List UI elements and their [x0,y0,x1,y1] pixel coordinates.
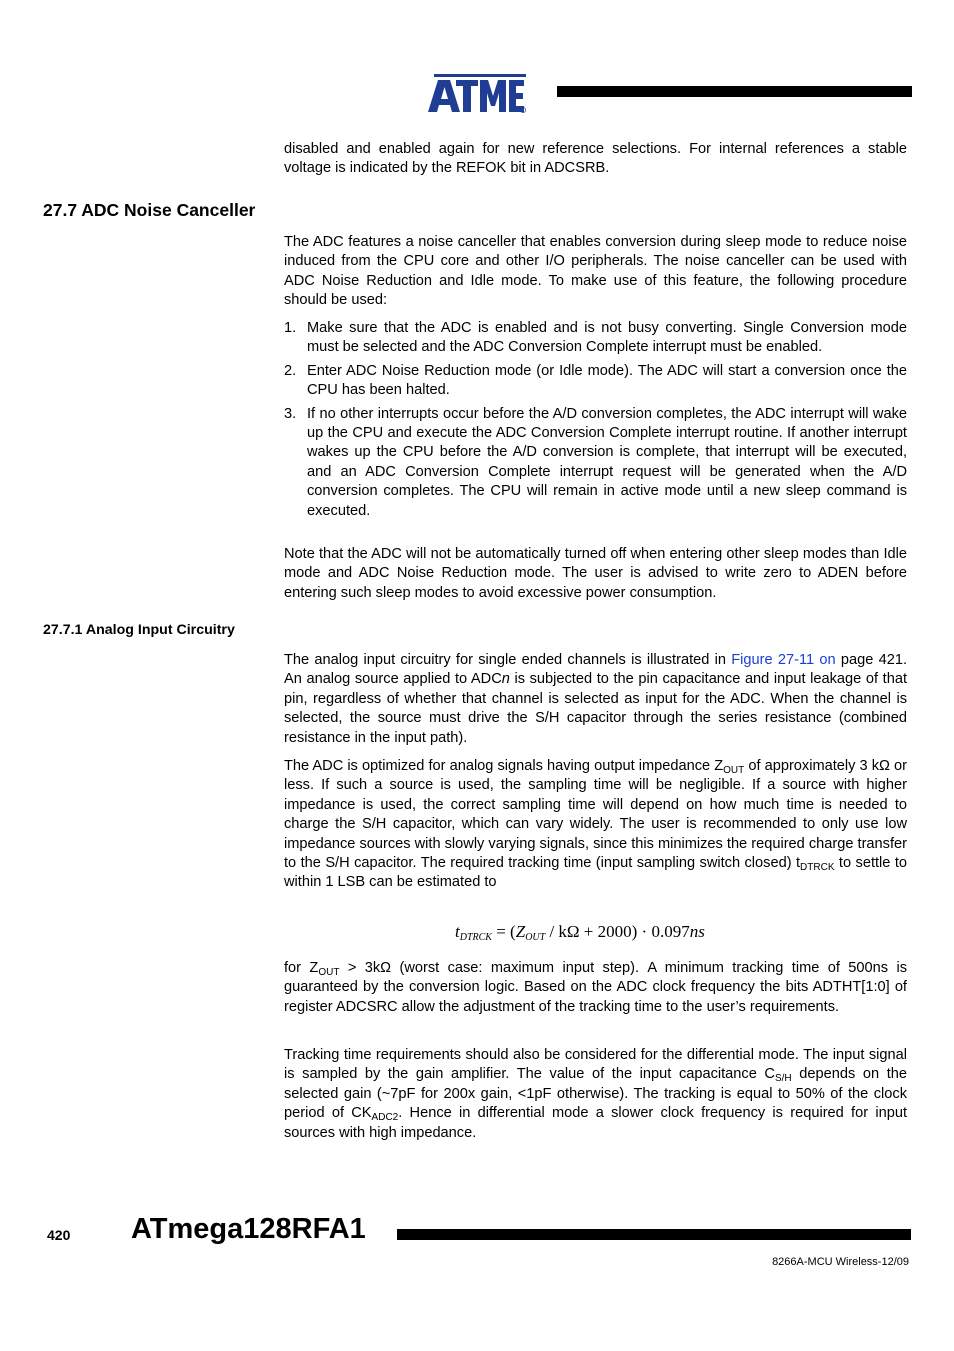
subsection-heading: 27.7.1 Analog Input Circuitry [43,622,235,638]
section-heading: 27.7 ADC Noise Canceller [43,200,256,220]
section-paragraph: The ADC features a noise canceller that enables conversion during sleep mode to reduce noise induced from the CPU core and other I/O peripherals. The noise canceller can be used with ADC Noise Reduction and Idle mode. To make use of this feature, the following procedure should be used: [284,234,907,309]
note-paragraph: Note that the ADC will not be automatically turned off when entering other sleep modes than Idle mode and ADC Noise Reduction mode. The user is advised to write zero to ADEN before entering such sleep modes to avoid excessive power consumption. [284,546,907,601]
intro-paragraph: disabled and enabled again for new reference selections. For internal references a stable voltage is indicated by the REFOK bit in ADCSRB. [284,141,907,177]
atmel-logo [426,66,530,114]
procedure-list [284,319,907,525]
tracking-time-formula: $t_{DTRCK} = (Z_{OUT} / k\Omega + 2000) \cdot 0.097ns$ [455,922,705,943]
list-item: 2. Enter ADC Noise Reduction mode (or Idle mode). The ADC will start a conversion once the CPU has been halted. [284,362,907,399]
analog-paragraph-3: for $Z_{OUT} > 3k\Omega$ (worst case: maximum input step). A minimum tracking time of 500ns is guaranteed by the conversion logic. Based on the ADC clock frequency the bits ADTHT[1:0] of register ADCSRC allow the adjustment of the tracking time to the user’s requirements. [284,960,907,1015]
analog-paragraph-4: Tracking time requirements should also be considered for the differential mode. The input signal is sampled by the gain amplifier. The value of the input capacitance $C_{S/H}$ depends on the selected gain (~7pF for 200x gain, <1pF otherwise). The tracking is equal to 50% of the clock period of $CK_{ADC2}$. Hence in differential mode a slower clock frequency is required for input sources with high impedance. [284,1047,907,1141]
header-rule [557,86,912,97]
list-item: 1. Make sure that the ADC is enabled and is not busy converting. Single Conversion mode must be selected and the ADC Conversion Complete interrupt must be enabled. [284,320,907,356]
product-title: ATmega128RFA1 [131,1213,366,1245]
document-id: 8266A-MCU Wireless-12/09 [772,1256,909,1268]
analog-paragraph-2: The ADC is optimized for analog signals having output impedance $Z_{OUT}$ of approximately 3 kΩ or less. If such a source is used, the sampling time will be negligible. If a source with higher impedance is used, the correct sampling time will depend on how much time is needed to charge the S/H capacitor, which can vary widely. The user is recommended to only use low impedance sources with slowly varying signals, since this minimizes the required charge transfer to the S/H capacitor. The required tracking time (input sampling switch closed) $t_{DTRCK}$ to settle to within 1 LSB can be estimated to [284,758,908,891]
analog-paragraph-1: The analog input circuitry for single ended channels is illustrated in Figure 27-11 on page 421. An analog source applied to ADCn is subjected to the pin capacitance and input leakage of that pin, regardless of whether that channel is selected as input for the ADC. When the channel is selected, the source must drive the S/H capacitor through the series resistance (combined resistance in the input path). [284,652,907,746]
list-item: 3. If no other interrupts occur before the A/D conversion completes, the ADC interrupt will wake up the CPU and execute the ADC Conversion Complete interrupt routine. If another interrupt wakes up the CPU before the A/D conversion is complete, that interrupt will be executed, and an ADC Conversion Complete interrupt request will be generated when the A/D conversion completes. The CPU will remain in active mode until a new sleep command is executed. [284,405,907,519]
page-number: 420 [47,1227,71,1243]
footer-rule [397,1229,911,1240]
figure-link[interactable]: Figure 27-11 on [731,652,836,668]
